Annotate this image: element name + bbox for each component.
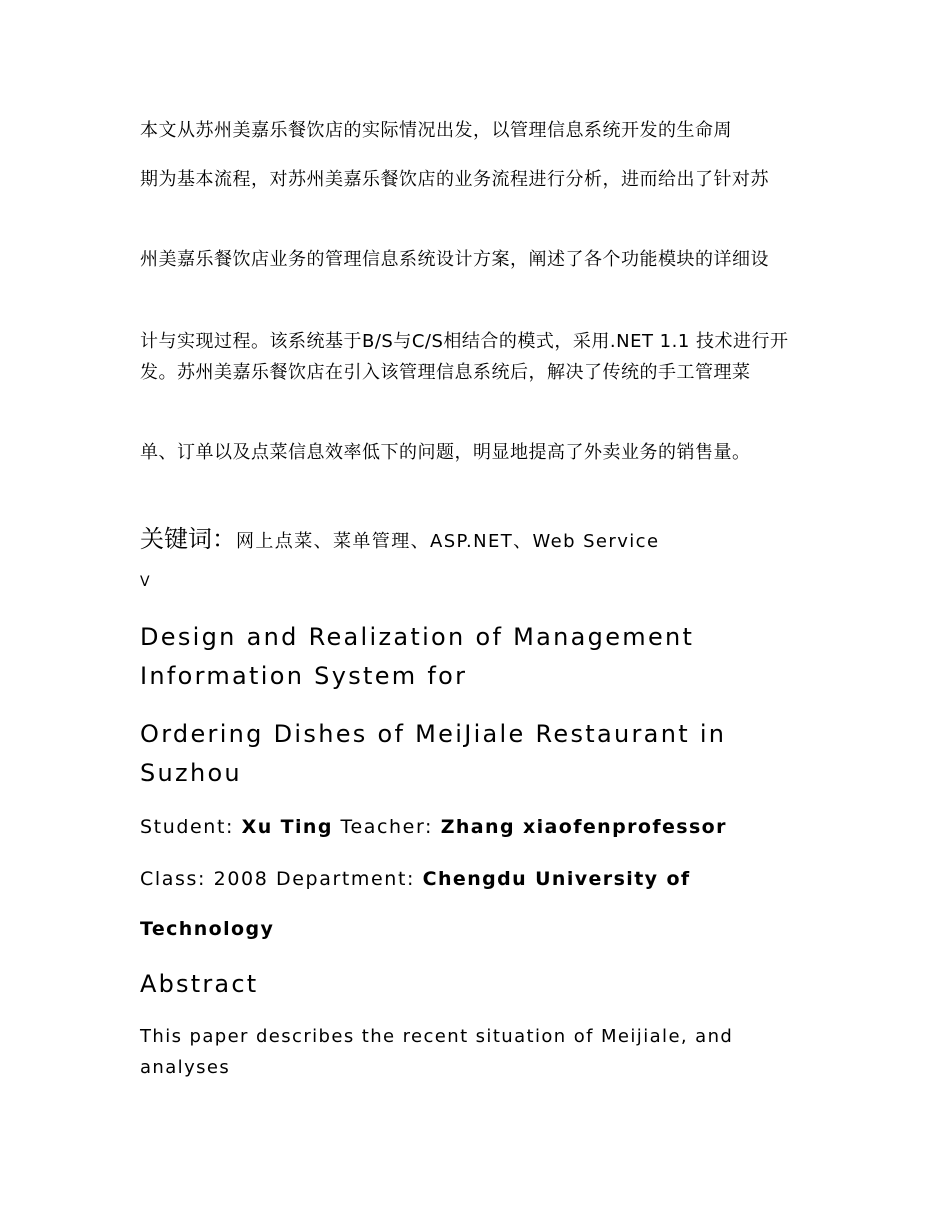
student-name: Xu Ting	[241, 816, 333, 838]
class-department-line	[140, 864, 691, 894]
department-line-2	[140, 914, 274, 944]
english-title-line-1: Design and Realization of Management Information System for	[140, 623, 695, 690]
student-label: Student:	[140, 816, 242, 838]
page-marker: V	[140, 574, 150, 590]
abstract-paragraph-1: 本文从苏州美嘉乐餐饮店的实际情况出发，以管理信息系统开发的生命周	[140, 120, 732, 141]
english-title-line-2: Ordering Dishes of MeiJiale Restaurant in Suzhou	[140, 720, 727, 787]
abstract-paragraph-5: 单、订单以及点菜信息效率低下的问题，明显地提高了外卖业务的销售量。	[140, 442, 751, 463]
abstract-heading: Abstract	[140, 970, 259, 998]
abstract-paragraph-4: 计与实现过程。该系统基于B/S与C/S相结合的模式，采用.NET 1.1 技术进行开发。苏州美嘉乐餐饮店在引入该管理信息系统后，解决了传统的手工管理菜	[140, 331, 789, 383]
keywords-label: 关键词：	[140, 525, 236, 553]
class-label: Class: 2008 Department:	[140, 868, 423, 890]
english-abstract-text: This paper describes the recent situation of Meijiale, and analyses	[140, 1026, 734, 1078]
keywords-line	[140, 520, 840, 561]
teacher-label: Teacher:	[332, 816, 441, 838]
abstract-paragraph-3: 州美嘉乐餐饮店业务的管理信息系统设计方案，阐述了各个功能模块的详细设	[140, 249, 769, 270]
department-name-part-2: Technology	[140, 918, 275, 940]
student-teacher-line	[140, 812, 727, 842]
keywords-text: 网上点菜、菜单管理、ASP.NET、Web Service	[236, 531, 660, 552]
abstract-paragraph-2: 期为基本流程，对苏州美嘉乐餐饮店的业务流程进行分析，进而给出了针对苏	[140, 169, 769, 190]
department-name-part-1: Chengdu University of	[422, 868, 691, 890]
teacher-name: Zhang xiaofenprofessor	[440, 816, 727, 838]
